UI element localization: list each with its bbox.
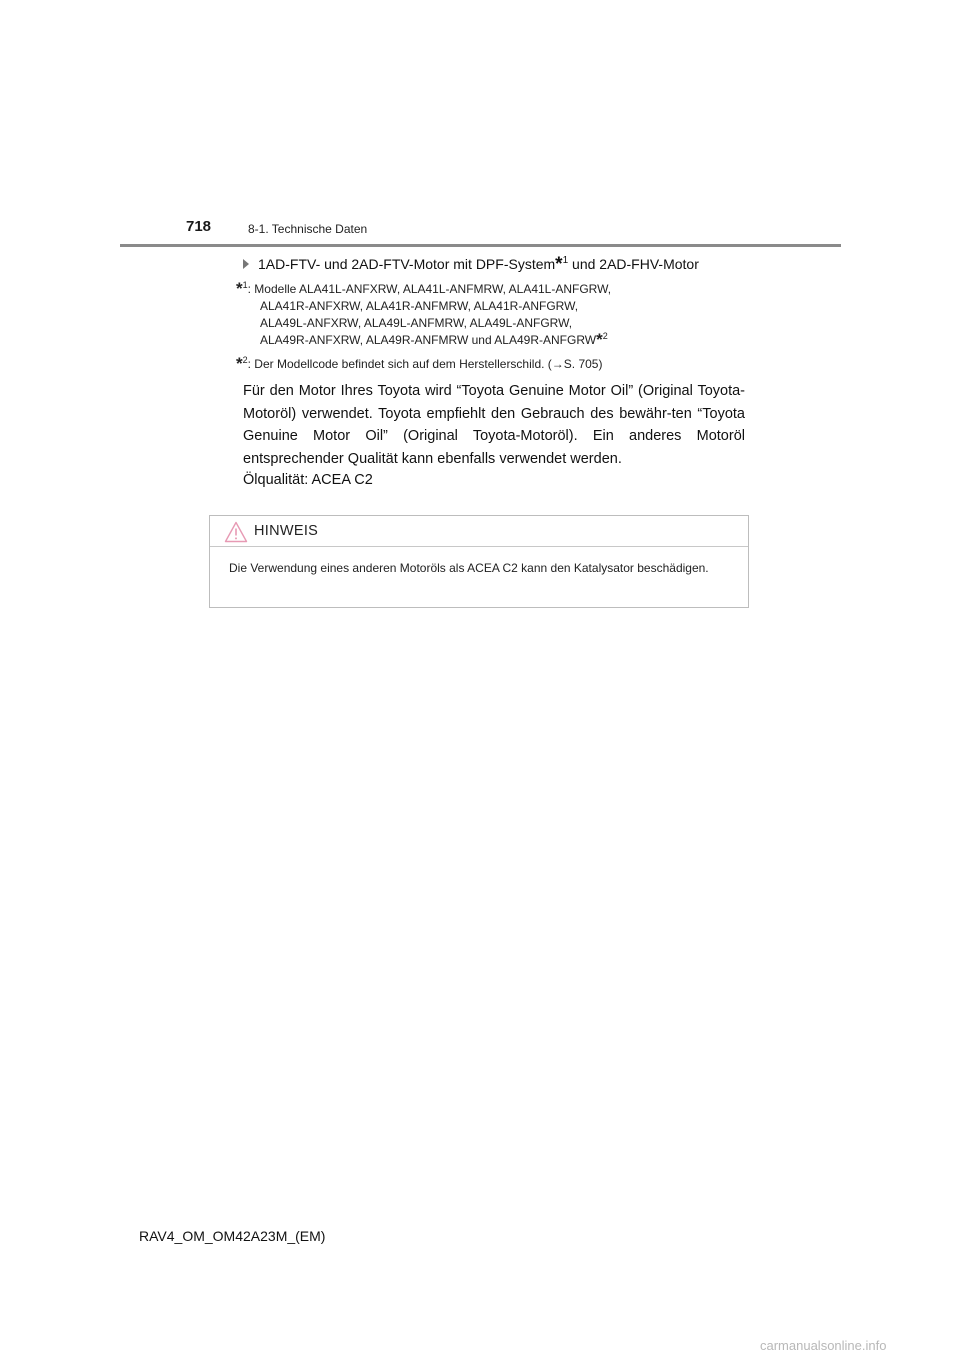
footnote-1-line-4 [260, 332, 608, 349]
section-title: 8-1. Technische Daten [248, 222, 368, 236]
warning-triangle-icon [224, 521, 248, 548]
footnote-1-line-3: ALA49L-ANFXRW, ALA49L-ANFMRW, ALA49L-ANFGRW, [260, 316, 573, 330]
page-reference-link[interactable]: S. 705) [563, 357, 603, 371]
notice-title: HINWEIS [254, 523, 319, 539]
footnote-1-line-1: : Modelle ALA41L-ANFXRW, ALA41L-ANFMRW, ALA41L-ANFGRW, [247, 282, 612, 296]
footnote-1-mark [236, 281, 611, 298]
body-paragraph: Für den Motor Ihres Toyota wird “Toyota Genuine Motor Oil” (Original Toyota-Motoröl) verwendet. Toyota empfiehlt den Gebrauch des bewähr-ten “Toyota Genuine Motor Oil” (Original Toyota-Motoröl). Ein anderes Motoröl entsprechender Qualität kann ebenfalls verwendet werden. [243, 383, 745, 467]
page-number: 718 [186, 218, 212, 235]
document-code: RAV4_OM_OM42A23M_(EM) [139, 1228, 326, 1244]
subheading-text-end: und 2AD-FHV-Motor [568, 256, 699, 272]
footnote-2-asterisk: * [236, 354, 243, 373]
footnote-2-number: 2 [242, 355, 248, 365]
footnote-marker: * [555, 254, 563, 275]
subheading-text: 1AD-FTV- und 2AD-FTV-Motor mit DPF-System [258, 256, 556, 272]
oil-quality-spec: Ölqualität: ACEA C2 [243, 472, 373, 488]
arrow-right-icon: → [551, 357, 564, 371]
footnote-number: 1 [562, 255, 569, 266]
footnote-2-text: : Der Modellcode befindet sich auf dem Herstellerschild. ( [247, 357, 552, 371]
footnote-1-asterisk: * [236, 279, 243, 298]
footnote-1-trailing-number: 2 [602, 331, 608, 341]
subheading [243, 254, 699, 275]
footnote-2-mark [236, 356, 602, 373]
watermark: carmanualsonline.info [760, 1338, 887, 1353]
footnote-1-trailing-asterisk: * [596, 330, 603, 349]
notice-box [209, 515, 749, 608]
footnote-1-line-4-text: ALA49R-ANFXRW, ALA49R-ANFMRW und ALA49R-ANFGRW [260, 333, 597, 347]
footnote-1 [236, 279, 612, 349]
bullet-triangle-icon [243, 259, 249, 269]
notice-header [210, 516, 748, 547]
notice-text: Die Verwendung eines anderen Motoröls als ACEA C2 kann den Katalysator beschädigen. [229, 561, 709, 575]
footnote-1-number: 1 [242, 280, 248, 290]
footnote-1-line-2: ALA41R-ANFXRW, ALA41R-ANFMRW, ALA41R-ANFGRW, [260, 299, 579, 313]
header-rule [120, 244, 841, 247]
